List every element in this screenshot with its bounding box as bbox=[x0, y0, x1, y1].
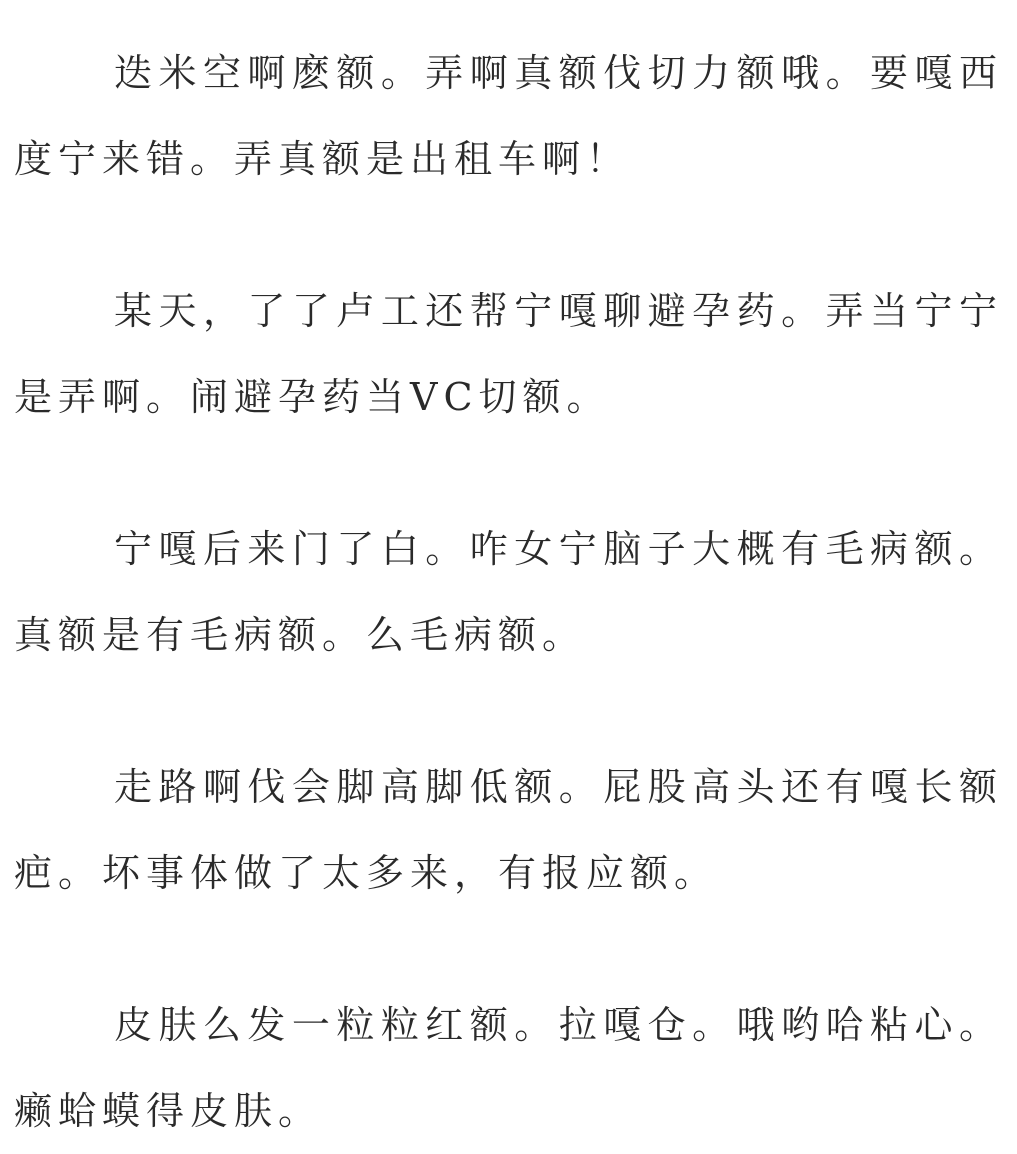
paragraph-2: 某天，了了卢工还帮宁嘎聊避孕药。弄当宁宁是弄啊。闹避孕药当VC切额。 bbox=[14, 289, 1003, 419]
paragraph-4: 走路啊伐会脚高脚低额。屁股高头还有嘎长额疤。坏事体做了太多来，有报应额。 bbox=[14, 765, 1003, 895]
paragraph-3: 宁嘎后来门了白。咋女宁脑子大概有毛病额。真额是有毛病额。么毛病额。 bbox=[14, 527, 1003, 657]
paragraph-1: 迭米空啊麽额。弄啊真额伐切力额哦。要嘎西度宁来错。弄真额是出租车啊！ bbox=[14, 51, 1003, 181]
paragraph-5: 皮肤么发一粒粒红额。拉嘎仓。哦哟哈粘心。癞蛤蟆得皮肤。 bbox=[14, 1003, 1003, 1133]
